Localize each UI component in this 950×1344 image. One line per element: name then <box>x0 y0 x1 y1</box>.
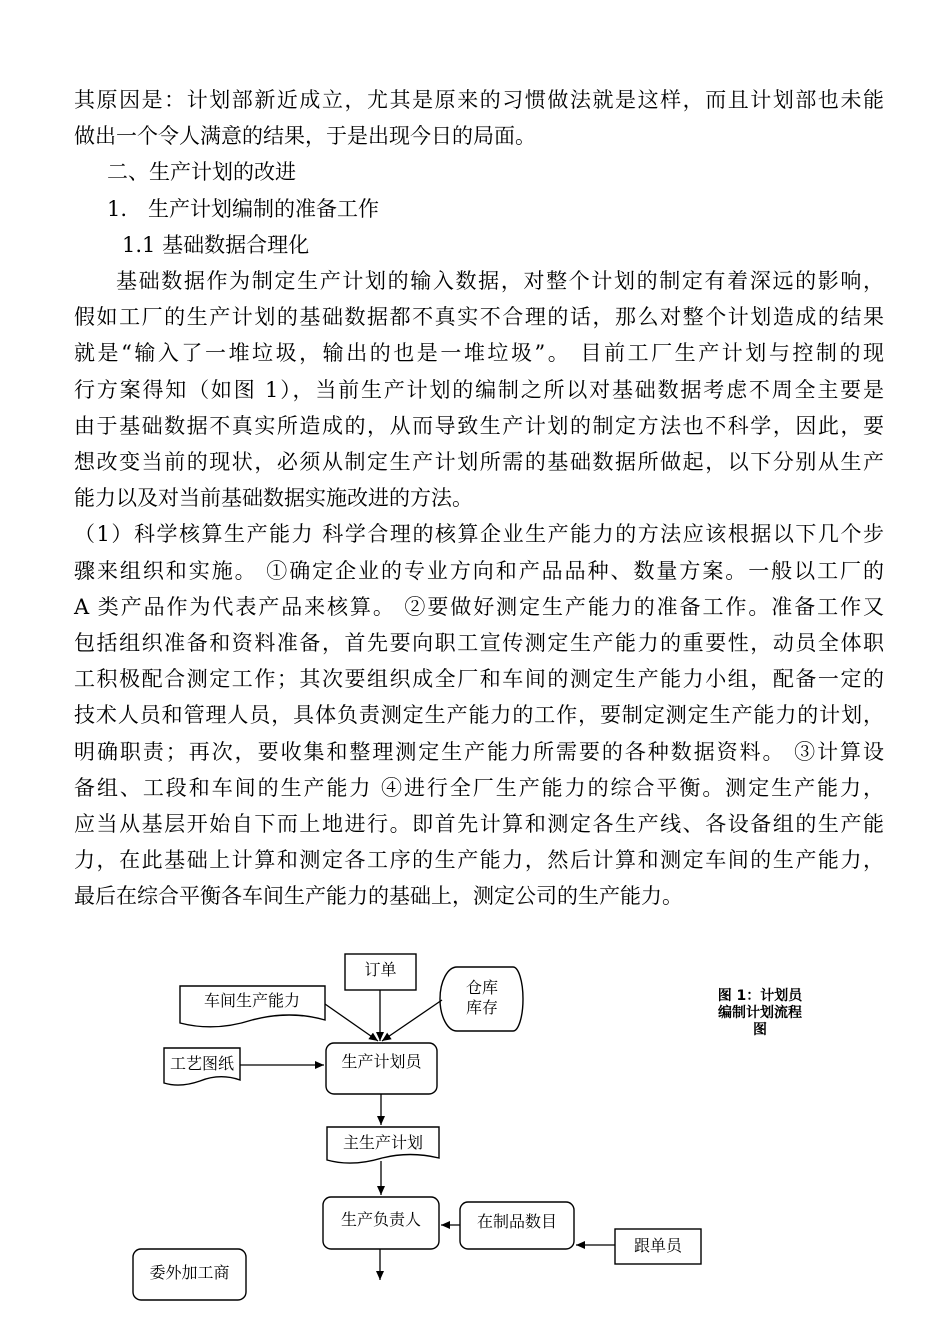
paragraph-line: 由于基础数据不真实所造成的，从而导致生产计划的制定方法也不科学，因此，要 <box>74 413 884 438</box>
paragraph-line: （1）科学核算生产能力 科学合理的核算企业生产能力的方法应该根据以下几个步 <box>74 522 884 547</box>
paragraph-line: 明确职责；再次，要收集和整理测定生产能力所需要的各种数据资料。 ③计算设 <box>74 739 884 764</box>
paragraph-line: 备组、工段和车间的生产能力 ④进行全厂生产能力的综合平衡。测定生产能力， <box>74 775 884 800</box>
paragraph-line: 做出一个令人满意的结果，于是出现今日的局面。 <box>74 124 536 149</box>
paragraph-line: 假如工厂的生产计划的基础数据都不真实不合理的话，那么对整个计划造成的结果 <box>74 305 884 330</box>
subcontractor-label: 委外加工商 <box>149 1263 230 1282</box>
warehouse-label-2: 库存 <box>465 998 498 1017</box>
paragraph-line: 应当从基层开始自下而上地进行。即首先计算和测定各生产线、各设备组的生产能 <box>74 812 884 837</box>
planner-label: 生产计划员 <box>341 1052 422 1071</box>
figure-caption <box>700 988 820 1039</box>
paragraph-line: 骤来组织和实施。 ①确定企业的专业方向和产品品种、数量方案。一般以工厂的 <box>74 558 884 583</box>
paragraph-line: 其原因是：计划部新近成立，尤其是原来的习惯做法就是这样，而且计划部也未能 <box>74 88 884 112</box>
paragraph-line: 技术人员和管理人员，具体负责测定生产能力的工作，要制定测定生产能力的计划， <box>74 703 884 728</box>
paragraph-line: 能力以及对当前基础数据实施改进的方法。 <box>74 486 473 511</box>
warehouse-label-1: 仓库 <box>465 978 498 997</box>
order-label: 订单 <box>364 960 397 979</box>
caption-line: 图 1：计划员 <box>717 988 803 1004</box>
paragraph-line: 包括组织准备和资料准备，首先要向职工宣传测定生产能力的重要性，动员全体职 <box>74 631 884 656</box>
arrow-warehouse <box>382 1000 442 1041</box>
paragraph-line: 最后在综合平衡各车间生产能力的基础上，测定公司的生产能力。 <box>74 884 683 909</box>
subsection-heading: 1. 生产计划编制的准备工作 <box>107 196 380 221</box>
document-body <box>74 82 884 915</box>
caption-line: 图 <box>753 1022 767 1038</box>
follower-label: 跟单员 <box>633 1236 682 1255</box>
caption-line: 编制计划流程 <box>718 1005 802 1021</box>
paragraph-line: 行方案得知（如图 1），当前生产计划的编制之所以对基础数据考虑不周全主要是 <box>74 377 884 402</box>
subsubsection-heading: 1.1 基础数据合理化 <box>122 232 310 257</box>
paragraph-line: 基础数据作为制定生产计划的输入数据，对整个计划的制定有着深远的影响， <box>116 269 884 294</box>
paragraph-line: 工积极配合测定工作；其次要组织成全厂和车间的测定生产能力小组，配备一定的 <box>74 667 884 692</box>
paragraph-line: 力，在此基础上计算和测定各工序的生产能力，然后计算和测定车间的生产能力， <box>74 848 884 873</box>
paragraph-line: A 类产品作为代表产品来核算。 ②要做好测定生产能力的准备工作。准备工作又 <box>74 594 884 619</box>
workshop-capacity-label: 车间生产能力 <box>203 991 300 1010</box>
process-drawing-label: 工艺图纸 <box>169 1054 234 1073</box>
planner-flowchart <box>0 940 950 1344</box>
master-plan-label: 主生产计划 <box>342 1133 423 1152</box>
wip-label: 在制品数目 <box>476 1212 557 1231</box>
section-heading: 二、生产计划的改进 <box>107 160 296 185</box>
paragraph-line: 想改变当前的现状，必须从制定生产计划所需的基础数据所做起，以下分别从生产 <box>74 450 884 475</box>
manager-label: 生产负责人 <box>340 1210 421 1229</box>
arrow-capacity <box>325 1004 378 1041</box>
paragraph-line: 就是“输入了一堆垃圾，输出的也是一堆垃圾”。 目前工厂生产计划与控制的现 <box>74 341 884 366</box>
